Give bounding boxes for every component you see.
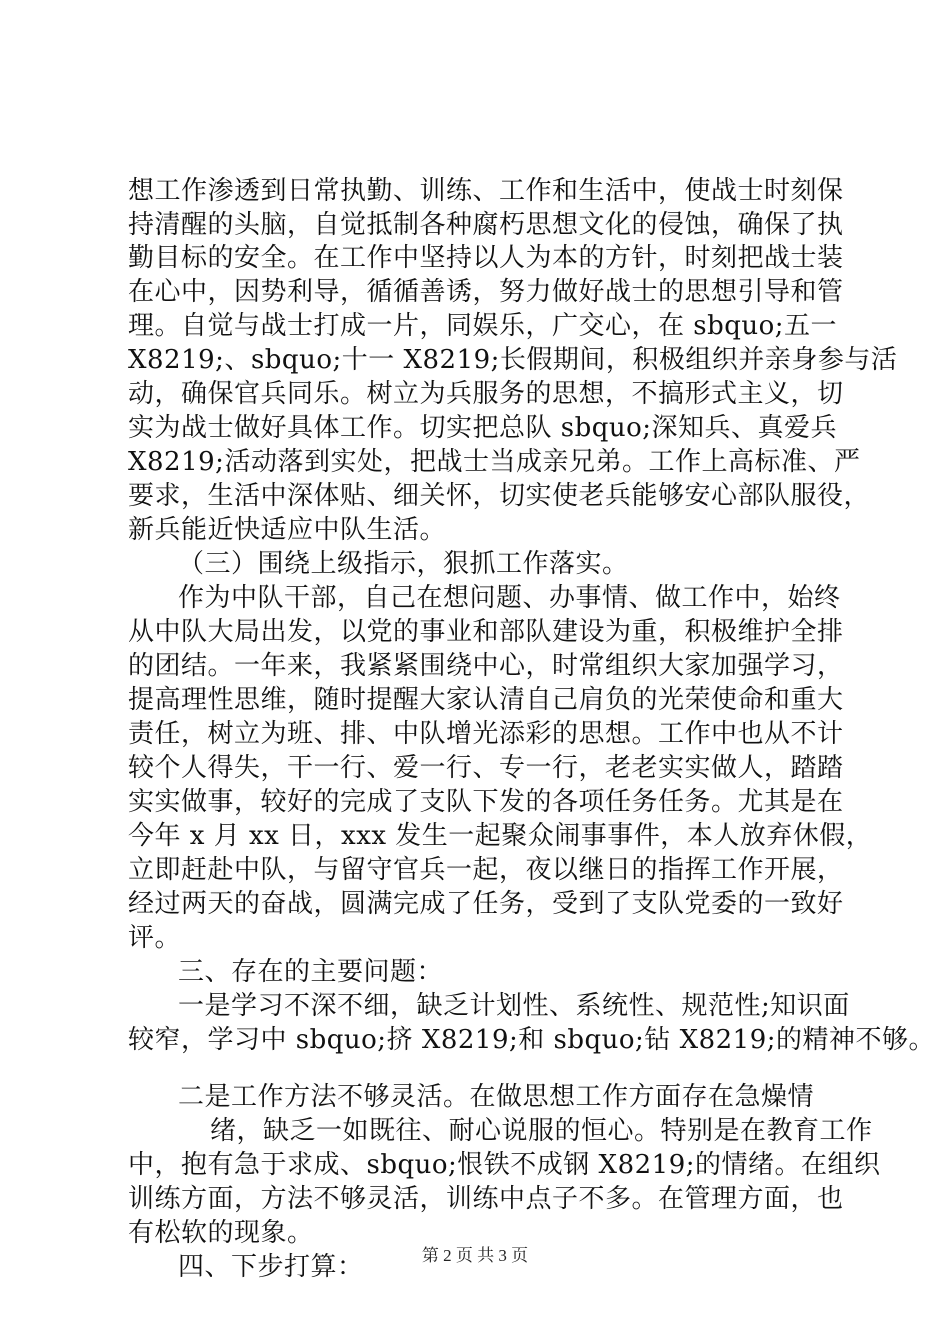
section-heading: （三）围绕上级指示，狠抓工作落实。 [178,549,629,579]
text-line: 责任，树立为班、排、中队增光添彩的思想。工作中也从不计 [128,719,844,749]
text-line: 要求，生活中深体贴、细关怀，切实使老兵能够安心部队服役， [128,481,871,511]
text-line: 中，抱有急于求成、sbquo;恨铁不成钢 X8219;的情绪。在组织 [128,1150,881,1180]
text-line: 训练方面，方法不够灵活，训练中点子不多。在管理方面，也 [128,1184,844,1214]
text-line: 想工作渗透到日常执勤、训练、工作和生活中，使战士时刻保 [128,176,844,206]
text-line: 经过两天的奋战，圆满完成了任务，受到了支队党委的一致好 [128,889,844,919]
text-line: 作为中队干部，自己在想问题、办事情、做工作中，始终 [178,583,841,613]
text-line: 绪，缺乏一如既往、耐心说服的恒心。特别是在教育工作 [210,1116,873,1146]
text-line: 提高理性思维，随时提醒大家认清自己肩负的光荣使命和重大 [128,685,844,715]
text-line: 动，确保官兵同乐。树立为兵服务的思想，不搞形式主义，切 [128,379,844,409]
text-line: 从中队大局出发，以党的事业和部队建设为重，积极维护全排 [128,617,844,647]
text-line: X8219;活动落到实处，把战士当成亲兄弟。工作上高标准、严 [128,447,861,477]
text-line: 一是学习不深不细，缺乏计划性、系统性、规范性;知识面 [178,991,850,1021]
text-line: 实实做事，较好的完成了支队下发的各项任务任务。尤其是在 [128,787,844,817]
text-line: 持清醒的头脑，自觉抵制各种腐朽思想文化的侵蚀，确保了执 [128,210,844,240]
page-number-footer: 第 2 页 共 3 页 [421,1246,529,1265]
text-line: 新兵能近快适应中队生活。 [128,515,447,545]
text-line: 的团结。一年来，我紧紧围绕中心，时常组织大家加强学习， [128,651,844,681]
text-line: 评。 [128,923,182,953]
text-line: 较个人得失，干一行、爱一行、专一行，老老实实做人，踏踏 [128,753,844,783]
text-line: 较窄，学习中 sbquo;挤 X8219;和 sbquo;钻 X8219;的精神不够。 [128,1025,936,1055]
text-line: X8219;、sbquo;十一 X8219;长假期间，积极组织并亲身参与活 [128,345,898,375]
text-line: 理。自觉与战士打成一片，同娱乐，广交心，在 sbquo;五一 [128,311,838,341]
text-line: 立即赶赴中队，与留守官兵一起，夜以继日的指挥工作开展， [128,855,844,885]
section-heading: 三、存在的主要问题： [178,957,444,987]
text-line: 有松软的现象。 [128,1218,314,1248]
text-line: 今年 x 月 xx 日，xxx 发生一起聚众闹事事件，本人放弃休假， [128,821,873,851]
text-line: 二是工作方法不够灵活。在做思想工作方面存在急燥情 [178,1082,815,1112]
text-line: 勤目标的安全。在工作中坚持以人为本的方针，时刻把战士装 [128,243,844,273]
text-line: 在心中，因势利导，循循善诱，努力做好战士的思想引导和管 [128,277,844,307]
text-line: 实为战士做好具体工作。切实把总队 sbquo;深知兵、真爱兵 [128,413,838,443]
section-heading: 四、下步打算： [178,1252,364,1282]
